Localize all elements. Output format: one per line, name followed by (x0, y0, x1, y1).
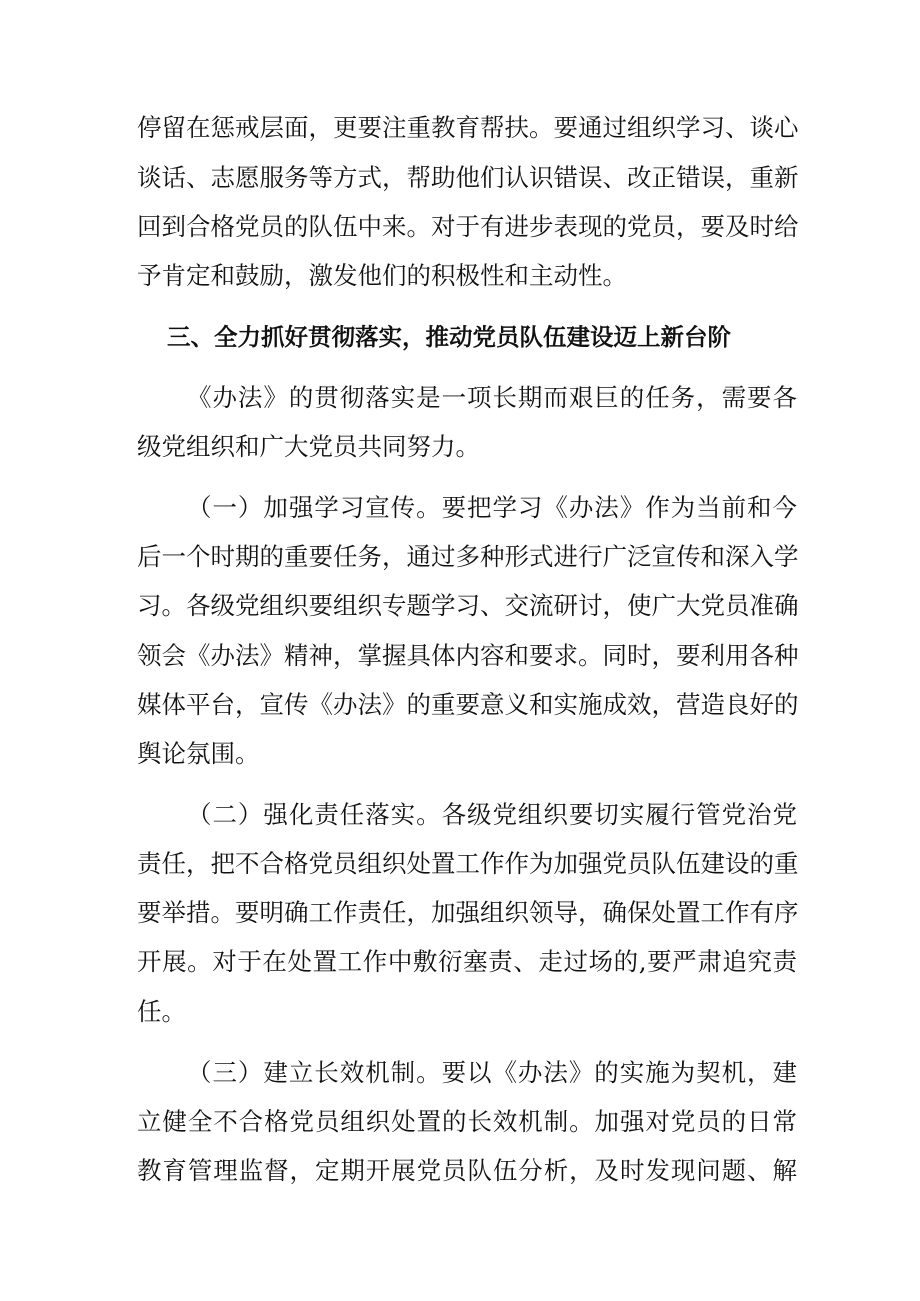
paragraph-line: （一）加强学习宣传。要把学习《办法》作为当前和今 (187, 493, 797, 522)
paragraph-line: 停留在惩戒层面，更要注重教育帮扶。要通过组织学习、谈心 (137, 113, 799, 142)
paragraph-line: 习。各级党组织要组织专题学习、交流研讨，使广大党员准确 (137, 591, 799, 620)
paragraph-line: 予肯定和鼓励，激发他们的积极性和主动性。 (137, 261, 627, 290)
paragraph-line: 开展。对于在处置工作中敷衍塞责、走过场的,要严肃追究责 (137, 947, 797, 976)
paragraph-line: 舆论氛围。 (137, 739, 260, 768)
paragraph-line: 任。 (137, 997, 186, 1026)
paragraph-line: 《办法》的贯彻落实是一项长期而艰巨的任务，需要各 (187, 383, 797, 412)
paragraph-line: 谈话、志愿服务等方式，帮助他们认识错误、改正错误，重新 (137, 163, 799, 192)
paragraph-line: 回到合格党员的队伍中来。对于有进步表现的党员，要及时给 (137, 212, 799, 241)
paragraph-line: （三）建立长效机制。要以《办法》的实施为契机，建 (187, 1058, 797, 1087)
paragraph-line: 要举措。要明确工作责任，加强组织领导，确保处置工作有序 (137, 898, 799, 927)
paragraph-line: 教育管理监督，定期开展党员队伍分析，及时发现问题、解 (137, 1156, 797, 1185)
paragraph-line: 后一个时期的重要任务，通过多种形式进行广泛宣传和深入学 (137, 542, 799, 571)
paragraph-line: 媒体平台，宣传《办法》的重要意义和实施成效，营造良好的 (137, 690, 799, 719)
paragraph-line: 领会《办法》精神，掌握具体内容和要求。同时，要利用各种 (137, 641, 799, 670)
section-heading: 三、全力抓好贯彻落实，推动党员队伍建设迈上新台阶 (167, 323, 731, 351)
paragraph-line: 级党组织和广大党员共同努力。 (137, 432, 480, 461)
paragraph-line: 立健全不合格党员组织处置的长效机制。加强对党员的日常 (137, 1107, 797, 1136)
paragraph-line: （二）强化责任落实。各级党组织要切实履行管党治党 (187, 800, 797, 829)
paragraph-line: 责任，把不合格党员组织处置工作作为加强党员队伍建设的重 (137, 849, 799, 878)
